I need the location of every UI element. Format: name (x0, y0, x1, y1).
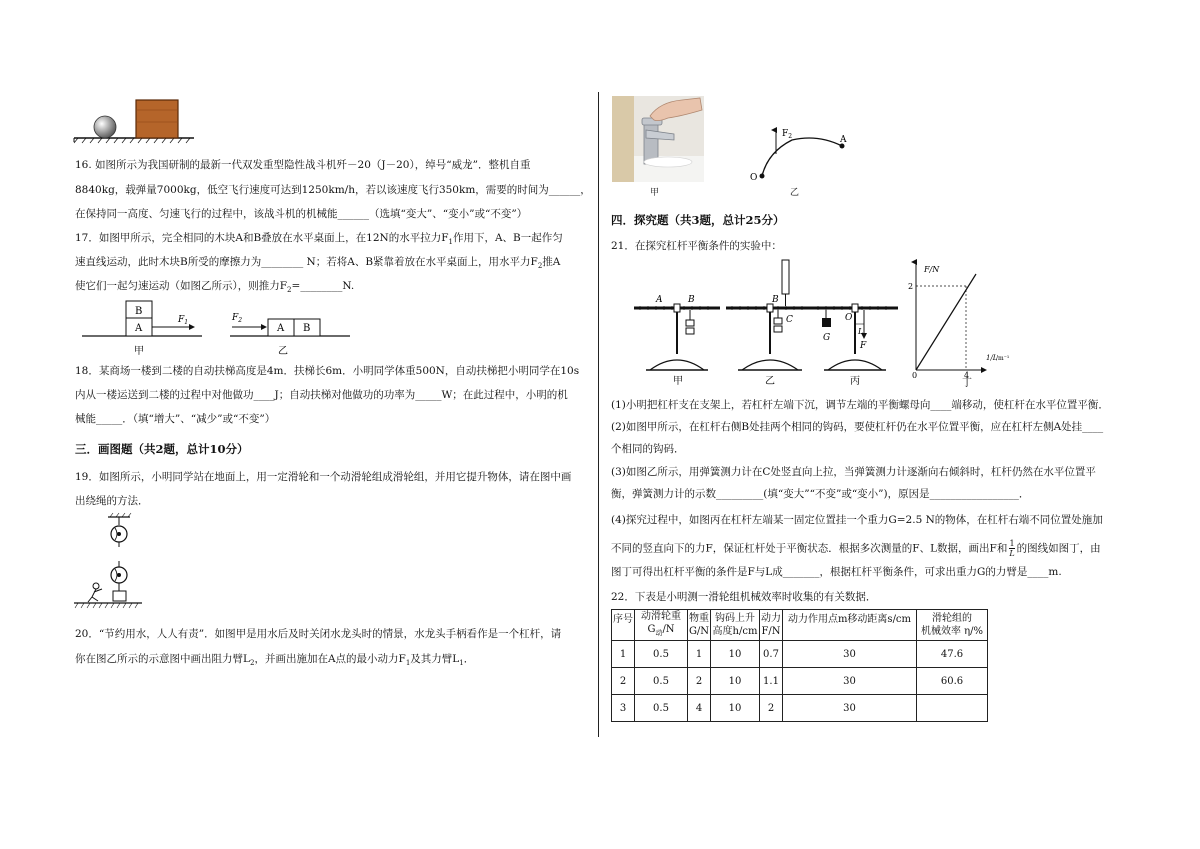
svg-text:B: B (303, 323, 311, 334)
fig-label-yi: 乙 (278, 346, 288, 357)
svg-text:1/L: 1/L (986, 354, 998, 362)
ball-block-figure (72, 96, 192, 146)
q21-p1: (1)小明把杠杆支在支架上，若杠杆左端下沉，调节左端的平衡螺母向____端移动，使杠杆在水平位置平衡． (611, 399, 1109, 411)
f-vs-1overL-graph (908, 262, 1009, 380)
q18-line2: 内从一楼运送到二楼的过程中对他做功____J；自动扶梯对他做功的功率为_____W；在此过程中，小明的机 (75, 389, 568, 401)
lever-jia (634, 295, 720, 370)
efficiency-blank-cell (917, 695, 988, 722)
block-b-label: B (135, 306, 143, 317)
svg-text:A: A (656, 295, 663, 305)
svg-text:F: F (860, 341, 867, 351)
header-lift-height: 钩码上升 高度h/cm (711, 610, 760, 641)
q21-p4b: 不同的竖直向下的力F，保证杠杆处于平衡状态．根据多次测量的F、L数据，画出F和 $\frac{1}{L}$ 的图线如图丁，由 (611, 539, 1101, 558)
q21-p4a: (4)探究过程中，如图丙在杠杆左端某一固定位置挂一个重力G=2.5 N的物体，在杠杆右端不同位置处施加 (611, 514, 1103, 526)
q17-line3: 使它们一起匀速运动（如图乙所示），则推力$F_2=\_\_\_\_\_\_\_\_N$. (75, 280, 355, 295)
faucet-photo (612, 96, 704, 182)
q21-intro: 21．在探究杠杆平衡条件的实验中： (611, 240, 782, 252)
header-index: 序号 (612, 610, 635, 641)
q21-p2b: 个相同的钩码． (611, 443, 685, 455)
section3-title: 三．画图题（共2题，总计10分） (75, 442, 249, 456)
block-a-label: A (135, 323, 143, 334)
svg-text:G: G (823, 333, 831, 343)
svg-text:B: B (772, 295, 779, 305)
header-force: 动力 F/N (760, 610, 783, 641)
wood-block (136, 100, 178, 138)
svg-text:L: L (858, 327, 864, 336)
table-header-row (612, 610, 988, 641)
svg-text:2: 2 (908, 282, 914, 291)
svg-text:0: 0 (912, 371, 918, 380)
svg-text:F2: $F_2$ (232, 313, 243, 324)
q17-figure (82, 298, 352, 358)
q16-line3: 在保持同一高度、匀速飞行的过程中，该战斗机的机械能______（选填“变大”、“变小”或“不变”） (75, 208, 528, 220)
svg-text:A: A (840, 135, 847, 145)
q18-line1: 18．某商场一楼到二楼的自动扶梯高度是4m．扶梯长6m．小明同学体重500N，自动扶梯把小明同学在10s (75, 365, 580, 377)
lever-bing (812, 304, 898, 370)
svg-text:丙: 丙 (850, 376, 860, 387)
svg-text:A: A (277, 323, 285, 334)
lever-yi (726, 260, 814, 370)
q19-line1: 19．如图所示，小明同学站在地面上，用一定滑轮和一个动滑轮组成滑轮组，并用它提升物体，请在图中画 (75, 471, 572, 483)
svg-text:O: O (845, 313, 853, 323)
svg-text:/m⁻¹: /m⁻¹ (996, 355, 1010, 362)
svg-text:4: 4 (964, 371, 970, 380)
table-row: 1 0.5 1 10 0.7 30 47.6 (612, 641, 988, 668)
q16-line2: 8840kg，载弹量7000kg，低空飞行速度可达到1250km/h，若以该速度飞行350km，需要的时间为______， (75, 184, 591, 196)
pulley-figure (74, 515, 154, 615)
svg-text:F1: $F_1$ (178, 315, 189, 326)
header-object-weight: 物重 G/N (688, 610, 711, 641)
svg-text:F2: $F_2$ (782, 129, 793, 140)
q21-p2a: (2)如图甲所示，在杠杆右侧B处挂两个相同的钩码，要使杠杆仍在水平位置平衡，应在杠杆左侧A处挂____ (611, 421, 1104, 433)
svg-text:甲: 甲 (673, 376, 683, 387)
fraction-1-over-L: $\frac{1}{L}$ (1009, 539, 1015, 558)
lever-label-yi: 乙 (790, 188, 800, 198)
fig-label-jia: 甲 (134, 346, 144, 357)
svg-text:丁: 丁 (962, 378, 972, 389)
svg-text:乙: 乙 (765, 376, 775, 387)
header-distance: 动力作用点m移动距离s/cm (783, 610, 917, 641)
table-row: 2 0.5 2 10 1.1 30 60.6 (612, 668, 988, 695)
q17-line2: 速直线运动，此时木块B所受的摩擦力为________ N；若将A、B紧靠着放在水平桌面上，用水平力$F_2$推A (75, 256, 561, 271)
table-row: 3 0.5 4 10 2 30 (612, 695, 988, 722)
q19-line2: 出绕绳的方法． (75, 495, 149, 507)
ball (94, 116, 116, 138)
q22-intro: 22．下表是小明测一滑轮组机械效率时收集的有关数据． (611, 591, 877, 603)
faucet-label-jia: 甲 (650, 188, 660, 198)
svg-text:F/N: F/N (924, 265, 940, 274)
section4-title: 四．探究题（共3题，总计25分） (611, 213, 785, 227)
q20-line2: 你在图乙所示的示意图中画出阻力臂$L_2$，并画出施加在A点的最小动力$F_1$及其力臂$L_1$． (75, 653, 475, 668)
q20-line1: 20．“节约用水，人人有责”．如图甲是用水后及时关闭水龙头时的情景，水龙头手柄看作是一个杠杆，请 (75, 628, 562, 640)
q21-p3a: (3)如图乙所示，用弹簧测力计在C处竖直向上拉，当弹簧测力计逐渐向右倾斜时，杠杆仍然在水平位置平 (611, 466, 1096, 478)
q21-p3b: 衡，弹簧测力计的示数_________(填“变大”“不变”或“变小”)，原因是_________________． (611, 488, 1030, 500)
pulley-efficiency-table (611, 609, 988, 722)
q17-line1: 17．如图甲所示，完全相同的木块A和B叠放在水平桌面上，在12N的水平拉力$F_1$作用下，A、B一起作匀 (75, 232, 563, 247)
q21-p4c: 图丁可得出杠杆平衡的条件是F与L成_______，根据杠杆平衡条件，可求出重力G的力臂是____m. (611, 566, 1062, 578)
q18-line3: 械能_____．（填“增大”、“减少”或“不变”） (75, 413, 276, 425)
svg-text:B: B (688, 295, 695, 305)
header-pulley-weight: 动滑轮重 $G_动/N$ (635, 610, 688, 641)
column-divider (598, 92, 599, 737)
lever-diagram (748, 122, 848, 192)
svg-text:O: O (750, 173, 758, 183)
svg-text:C: C (786, 315, 793, 325)
header-efficiency: 滑轮组的 机械效率 η/% (917, 610, 988, 641)
q16-line1: 16. 如图所示为我国研制的最新一代双发重型隐性战斗机歼－20（J－20），绰号“威龙”．整机自重 (75, 159, 531, 171)
lever-experiment-figures (628, 258, 1023, 389)
